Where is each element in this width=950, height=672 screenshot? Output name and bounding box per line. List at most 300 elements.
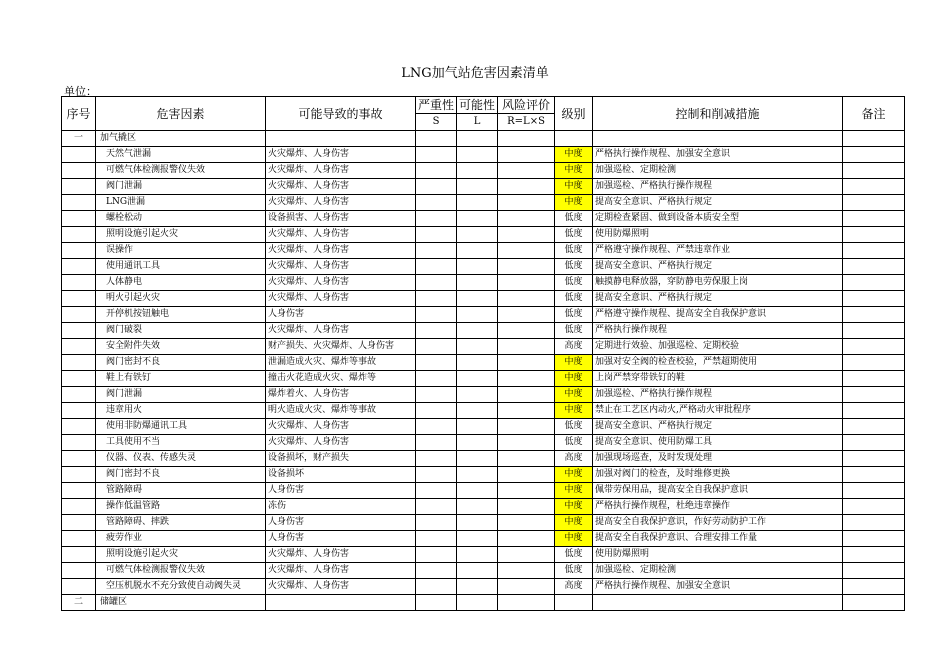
accident-cell: 火灾爆炸、人身伤害 [266, 275, 416, 291]
table-row [62, 163, 905, 179]
measures-cell: 佩带劳保用品，提高安全自我保护意识 [593, 483, 843, 499]
seq-cell [62, 307, 96, 323]
seq-cell [62, 275, 96, 291]
hazard-cell: 可燃气体检测报警仪失效 [96, 163, 266, 179]
severity-cell [416, 531, 457, 547]
accident-cell: 人身伤害 [266, 483, 416, 499]
header-level: 级别 [555, 97, 593, 131]
severity-cell [416, 307, 457, 323]
risk-cell [498, 451, 555, 467]
remark-cell [843, 483, 905, 499]
severity-cell [416, 275, 457, 291]
seq-cell [62, 195, 96, 211]
seq-cell [62, 259, 96, 275]
seq-cell [62, 483, 96, 499]
table-row [62, 371, 905, 387]
risk-cell [498, 339, 555, 355]
table-body [62, 131, 905, 611]
possibility-cell [457, 275, 498, 291]
header-possibility-sub: L [457, 114, 498, 131]
remark-cell [843, 371, 905, 387]
table-row [62, 227, 905, 243]
seq-cell [62, 499, 96, 515]
remark-cell [843, 259, 905, 275]
seq-cell: 一 [62, 131, 96, 147]
table-row [62, 179, 905, 195]
hazard-cell: 开停机按钮触电 [96, 307, 266, 323]
severity-cell [416, 419, 457, 435]
remark-cell [843, 227, 905, 243]
hazard-cell: 照明设施引起火灾 [96, 227, 266, 243]
level-cell: 中度 [555, 515, 593, 531]
severity-cell [416, 563, 457, 579]
hazard-cell: 明火引起火灾 [96, 291, 266, 307]
level-cell: 低度 [555, 291, 593, 307]
possibility-cell [457, 499, 498, 515]
level-cell: 低度 [555, 563, 593, 579]
possibility-cell [457, 179, 498, 195]
measures-cell: 提高安全意识、严格执行规定 [593, 259, 843, 275]
severity-cell [416, 595, 457, 611]
remark-cell [843, 595, 905, 611]
header-seq: 序号 [62, 97, 96, 131]
risk-cell [498, 259, 555, 275]
table-row [62, 147, 905, 163]
risk-cell [498, 563, 555, 579]
accident-cell: 人身伤害 [266, 515, 416, 531]
hazard-cell: 安全附件失效 [96, 339, 266, 355]
header-severity-sub: S [416, 114, 457, 131]
seq-cell [62, 387, 96, 403]
severity-cell [416, 323, 457, 339]
level-cell: 中度 [555, 355, 593, 371]
seq-cell [62, 227, 96, 243]
level-cell: 低度 [555, 547, 593, 563]
header-possibility: 可能性 [457, 97, 498, 114]
remark-cell [843, 563, 905, 579]
remark-cell [843, 531, 905, 547]
measures-cell: 提高安全自我保护意识、合理安排工作量 [593, 531, 843, 547]
table-row [62, 211, 905, 227]
accident-cell: 人身伤害 [266, 531, 416, 547]
hazard-cell: 照明设施引起火灾 [96, 547, 266, 563]
possibility-cell [457, 563, 498, 579]
risk-cell [498, 275, 555, 291]
possibility-cell [457, 339, 498, 355]
seq-cell [62, 147, 96, 163]
table-row [62, 563, 905, 579]
measures-cell: 提高安全意识、严格执行规定 [593, 291, 843, 307]
remark-cell [843, 243, 905, 259]
severity-cell [416, 371, 457, 387]
seq-cell [62, 563, 96, 579]
table-row [62, 259, 905, 275]
remark-cell [843, 403, 905, 419]
risk-cell [498, 179, 555, 195]
severity-cell [416, 339, 457, 355]
table-row [62, 355, 905, 371]
remark-cell [843, 195, 905, 211]
table-row [62, 243, 905, 259]
seq-cell [62, 243, 96, 259]
measures-cell: 加强巡检、严格执行操作规程 [593, 179, 843, 195]
remark-cell [843, 355, 905, 371]
accident-cell: 撞击火花造成火灾、爆炸等 [266, 371, 416, 387]
remark-cell [843, 515, 905, 531]
remark-cell [843, 147, 905, 163]
risk-cell [498, 483, 555, 499]
risk-cell [498, 243, 555, 259]
measures-cell: 加强巡检、严格执行操作规程 [593, 387, 843, 403]
severity-cell [416, 179, 457, 195]
measures-cell: 严格执行操作规程，杜绝违章操作 [593, 499, 843, 515]
accident-cell: 火灾爆炸、人身伤害 [266, 579, 416, 595]
accident-cell: 火灾爆炸、人身伤害 [266, 323, 416, 339]
risk-cell [498, 515, 555, 531]
accident-cell: 设备损坏 [266, 467, 416, 483]
measures-cell: 加强对安全阀的检查校验，严禁超期使用 [593, 355, 843, 371]
severity-cell [416, 403, 457, 419]
severity-cell [416, 435, 457, 451]
accident-cell: 火灾爆炸、人身伤害 [266, 179, 416, 195]
table-row [62, 467, 905, 483]
seq-cell [62, 467, 96, 483]
severity-cell [416, 163, 457, 179]
possibility-cell [457, 259, 498, 275]
seq-cell [62, 531, 96, 547]
remark-cell [843, 275, 905, 291]
risk-cell [498, 147, 555, 163]
remark-cell [843, 547, 905, 563]
hazard-cell: 违章用火 [96, 403, 266, 419]
seq-cell [62, 403, 96, 419]
measures-cell: 禁止在工艺区内动火,严格动火审批程序 [593, 403, 843, 419]
hazard-cell: 管路障碍、摔跌 [96, 515, 266, 531]
severity-cell [416, 387, 457, 403]
remark-cell [843, 419, 905, 435]
table-row [62, 275, 905, 291]
measures-cell: 加强对阀门的检查，及时维修更换 [593, 467, 843, 483]
remark-cell [843, 451, 905, 467]
accident-cell: 设备损害、人身伤害 [266, 211, 416, 227]
possibility-cell [457, 323, 498, 339]
severity-cell [416, 291, 457, 307]
accident-cell: 火灾爆炸、人身伤害 [266, 147, 416, 163]
hazard-cell: 使用非防爆通讯工具 [96, 419, 266, 435]
hazard-cell: 可燃气体检测报警仪失效 [96, 563, 266, 579]
level-cell: 低度 [555, 419, 593, 435]
table-row [62, 483, 905, 499]
seq-cell [62, 371, 96, 387]
seq-cell: 二 [62, 595, 96, 611]
hazard-cell: 使用通讯工具 [96, 259, 266, 275]
remark-cell [843, 211, 905, 227]
possibility-cell [457, 595, 498, 611]
risk-cell [498, 323, 555, 339]
level-cell: 中度 [555, 371, 593, 387]
remark-cell [843, 179, 905, 195]
hazard-cell: 阀门密封不良 [96, 467, 266, 483]
header-remark: 备注 [843, 97, 905, 131]
severity-cell [416, 131, 457, 147]
accident-cell: 火灾爆炸、人身伤害 [266, 563, 416, 579]
severity-cell [416, 243, 457, 259]
header-risk-sub: R=L×S [498, 114, 555, 131]
possibility-cell [457, 227, 498, 243]
hazard-cell: 储罐区 [96, 595, 266, 611]
level-cell: 中度 [555, 403, 593, 419]
accident-cell: 火灾爆炸、人身伤害 [266, 195, 416, 211]
accident-cell: 人身伤害 [266, 307, 416, 323]
accident-cell: 火灾爆炸、人身伤害 [266, 163, 416, 179]
risk-cell [498, 579, 555, 595]
possibility-cell [457, 547, 498, 563]
severity-cell [416, 483, 457, 499]
level-cell: 低度 [555, 211, 593, 227]
accident-cell [266, 131, 416, 147]
level-cell [555, 595, 593, 611]
remark-cell [843, 579, 905, 595]
measures-cell: 上岗严禁穿带铁钉的鞋 [593, 371, 843, 387]
table-header [62, 97, 905, 131]
severity-cell [416, 227, 457, 243]
possibility-cell [457, 483, 498, 499]
remark-cell [843, 307, 905, 323]
seq-cell [62, 355, 96, 371]
hazard-cell: 疲劳作业 [96, 531, 266, 547]
table-row [62, 499, 905, 515]
table-row [62, 595, 905, 611]
seq-cell [62, 211, 96, 227]
hazard-cell: 阀门泄漏 [96, 387, 266, 403]
risk-cell [498, 403, 555, 419]
hazard-cell: 阀门密封不良 [96, 355, 266, 371]
possibility-cell [457, 467, 498, 483]
risk-cell [498, 131, 555, 147]
possibility-cell [457, 147, 498, 163]
table-row [62, 435, 905, 451]
severity-cell [416, 499, 457, 515]
risk-cell [498, 195, 555, 211]
seq-cell [62, 579, 96, 595]
severity-cell [416, 211, 457, 227]
accident-cell: 火灾爆炸、人身伤害 [266, 227, 416, 243]
risk-cell [498, 499, 555, 515]
accident-cell: 设备损坏，财产损失 [266, 451, 416, 467]
possibility-cell [457, 451, 498, 467]
possibility-cell [457, 515, 498, 531]
measures-cell: 加强巡检、定期检测 [593, 563, 843, 579]
possibility-cell [457, 355, 498, 371]
risk-cell [498, 435, 555, 451]
possibility-cell [457, 371, 498, 387]
header-hazard: 危害因素 [96, 97, 266, 131]
measures-cell: 加强现场巡查，及时发现处理 [593, 451, 843, 467]
level-cell: 中度 [555, 147, 593, 163]
risk-cell [498, 163, 555, 179]
hazard-cell: 仪器、仪表、传感失灵 [96, 451, 266, 467]
table-row [62, 531, 905, 547]
measures-cell: 使用防爆照明 [593, 227, 843, 243]
table-row [62, 291, 905, 307]
severity-cell [416, 147, 457, 163]
possibility-cell [457, 307, 498, 323]
hazard-cell: 天然气泄漏 [96, 147, 266, 163]
possibility-cell [457, 163, 498, 179]
possibility-cell [457, 403, 498, 419]
possibility-cell [457, 387, 498, 403]
possibility-cell [457, 531, 498, 547]
accident-cell: 火灾爆炸、人身伤害 [266, 435, 416, 451]
possibility-cell [457, 211, 498, 227]
hazard-cell: LNG泄漏 [96, 195, 266, 211]
remark-cell [843, 339, 905, 355]
seq-cell [62, 163, 96, 179]
hazard-cell: 误操作 [96, 243, 266, 259]
accident-cell: 泄漏造成火灾、爆炸等事故 [266, 355, 416, 371]
severity-cell [416, 259, 457, 275]
table-row [62, 131, 905, 147]
level-cell: 高度 [555, 451, 593, 467]
severity-cell [416, 355, 457, 371]
hazard-cell: 管路障碍 [96, 483, 266, 499]
remark-cell [843, 291, 905, 307]
level-cell: 中度 [555, 387, 593, 403]
level-cell: 高度 [555, 339, 593, 355]
seq-cell [62, 515, 96, 531]
possibility-cell [457, 131, 498, 147]
remark-cell [843, 131, 905, 147]
measures-cell: 严格执行操作规程 [593, 323, 843, 339]
level-cell: 低度 [555, 259, 593, 275]
accident-cell: 明火造成火灾、爆炸等事故 [266, 403, 416, 419]
table-row [62, 451, 905, 467]
hazard-cell: 阀门泄漏 [96, 179, 266, 195]
hazard-cell: 螺栓松动 [96, 211, 266, 227]
remark-cell [843, 499, 905, 515]
hazard-cell: 加气撬区 [96, 131, 266, 147]
table-row [62, 387, 905, 403]
possibility-cell [457, 579, 498, 595]
seq-cell [62, 547, 96, 563]
header-accident: 可能导致的事故 [266, 97, 416, 131]
accident-cell: 火灾爆炸、人身伤害 [266, 291, 416, 307]
seq-cell [62, 435, 96, 451]
remark-cell [843, 323, 905, 339]
unit-label: 单位： [64, 85, 97, 98]
risk-cell [498, 211, 555, 227]
possibility-cell [457, 435, 498, 451]
measures-cell: 使用防爆照明 [593, 547, 843, 563]
severity-cell [416, 515, 457, 531]
level-cell: 低度 [555, 275, 593, 291]
remark-cell [843, 467, 905, 483]
measures-cell: 严格遵守操作规程、严禁违章作业 [593, 243, 843, 259]
risk-cell [498, 595, 555, 611]
accident-cell: 火灾爆炸、人身伤害 [266, 547, 416, 563]
possibility-cell [457, 291, 498, 307]
risk-cell [498, 547, 555, 563]
risk-cell [498, 387, 555, 403]
level-cell: 中度 [555, 195, 593, 211]
measures-cell: 严格执行操作规程、加强安全意识 [593, 579, 843, 595]
table-row [62, 579, 905, 595]
seq-cell [62, 291, 96, 307]
risk-cell [498, 227, 555, 243]
remark-cell [843, 163, 905, 179]
table-row [62, 195, 905, 211]
seq-cell [62, 323, 96, 339]
level-cell: 中度 [555, 467, 593, 483]
table-row [62, 547, 905, 563]
severity-cell [416, 467, 457, 483]
level-cell: 中度 [555, 531, 593, 547]
risk-cell [498, 467, 555, 483]
possibility-cell [457, 195, 498, 211]
measures-cell: 提高安全意识、使用防爆工具 [593, 435, 843, 451]
measures-cell: 提高安全自我保护意识，作好劳动防护工作 [593, 515, 843, 531]
seq-cell [62, 179, 96, 195]
measures-cell: 触摸静电释放器，穿防静电劳保服上岗 [593, 275, 843, 291]
table-row [62, 339, 905, 355]
risk-cell [498, 419, 555, 435]
hazard-cell: 操作低温管路 [96, 499, 266, 515]
severity-cell [416, 451, 457, 467]
measures-cell: 定期检查紧固、做到设备本质安全型 [593, 211, 843, 227]
risk-cell [498, 355, 555, 371]
accident-cell: 财产损失、火灾爆炸、人身伤害 [266, 339, 416, 355]
risk-cell [498, 307, 555, 323]
hazard-cell: 阀门破裂 [96, 323, 266, 339]
accident-cell: 冻伤 [266, 499, 416, 515]
remark-cell [843, 435, 905, 451]
level-cell [555, 131, 593, 147]
sheet-title: LNG加气站危害因素清单 [401, 66, 549, 81]
accident-cell: 火灾爆炸、人身伤害 [266, 419, 416, 435]
risk-cell [498, 371, 555, 387]
hazard-cell: 空压机脱水不充分致使自动阀失灵 [96, 579, 266, 595]
header-severity: 严重性 [416, 97, 457, 114]
hazard-table [61, 96, 905, 611]
seq-cell [62, 339, 96, 355]
severity-cell [416, 579, 457, 595]
table-row [62, 419, 905, 435]
measures-cell [593, 595, 843, 611]
level-cell: 低度 [555, 435, 593, 451]
accident-cell: 火灾爆炸、人身伤害 [266, 259, 416, 275]
table-row [62, 515, 905, 531]
header-risk-eval: 风险评价 [498, 97, 555, 114]
measures-cell [593, 131, 843, 147]
header-measures: 控制和削减措施 [593, 97, 843, 131]
hazard-cell: 人体静电 [96, 275, 266, 291]
table-row [62, 323, 905, 339]
level-cell: 中度 [555, 163, 593, 179]
level-cell: 高度 [555, 579, 593, 595]
level-cell: 中度 [555, 499, 593, 515]
level-cell: 中度 [555, 179, 593, 195]
measures-cell: 加强巡检、定期检测 [593, 163, 843, 179]
hazard-cell: 鞋上有铁钉 [96, 371, 266, 387]
possibility-cell [457, 419, 498, 435]
measures-cell: 提高安全意识、严格执行规定 [593, 419, 843, 435]
level-cell: 低度 [555, 307, 593, 323]
measures-cell: 提高安全意识、严格执行规定 [593, 195, 843, 211]
level-cell: 中度 [555, 483, 593, 499]
seq-cell [62, 451, 96, 467]
level-cell: 低度 [555, 243, 593, 259]
remark-cell [843, 387, 905, 403]
